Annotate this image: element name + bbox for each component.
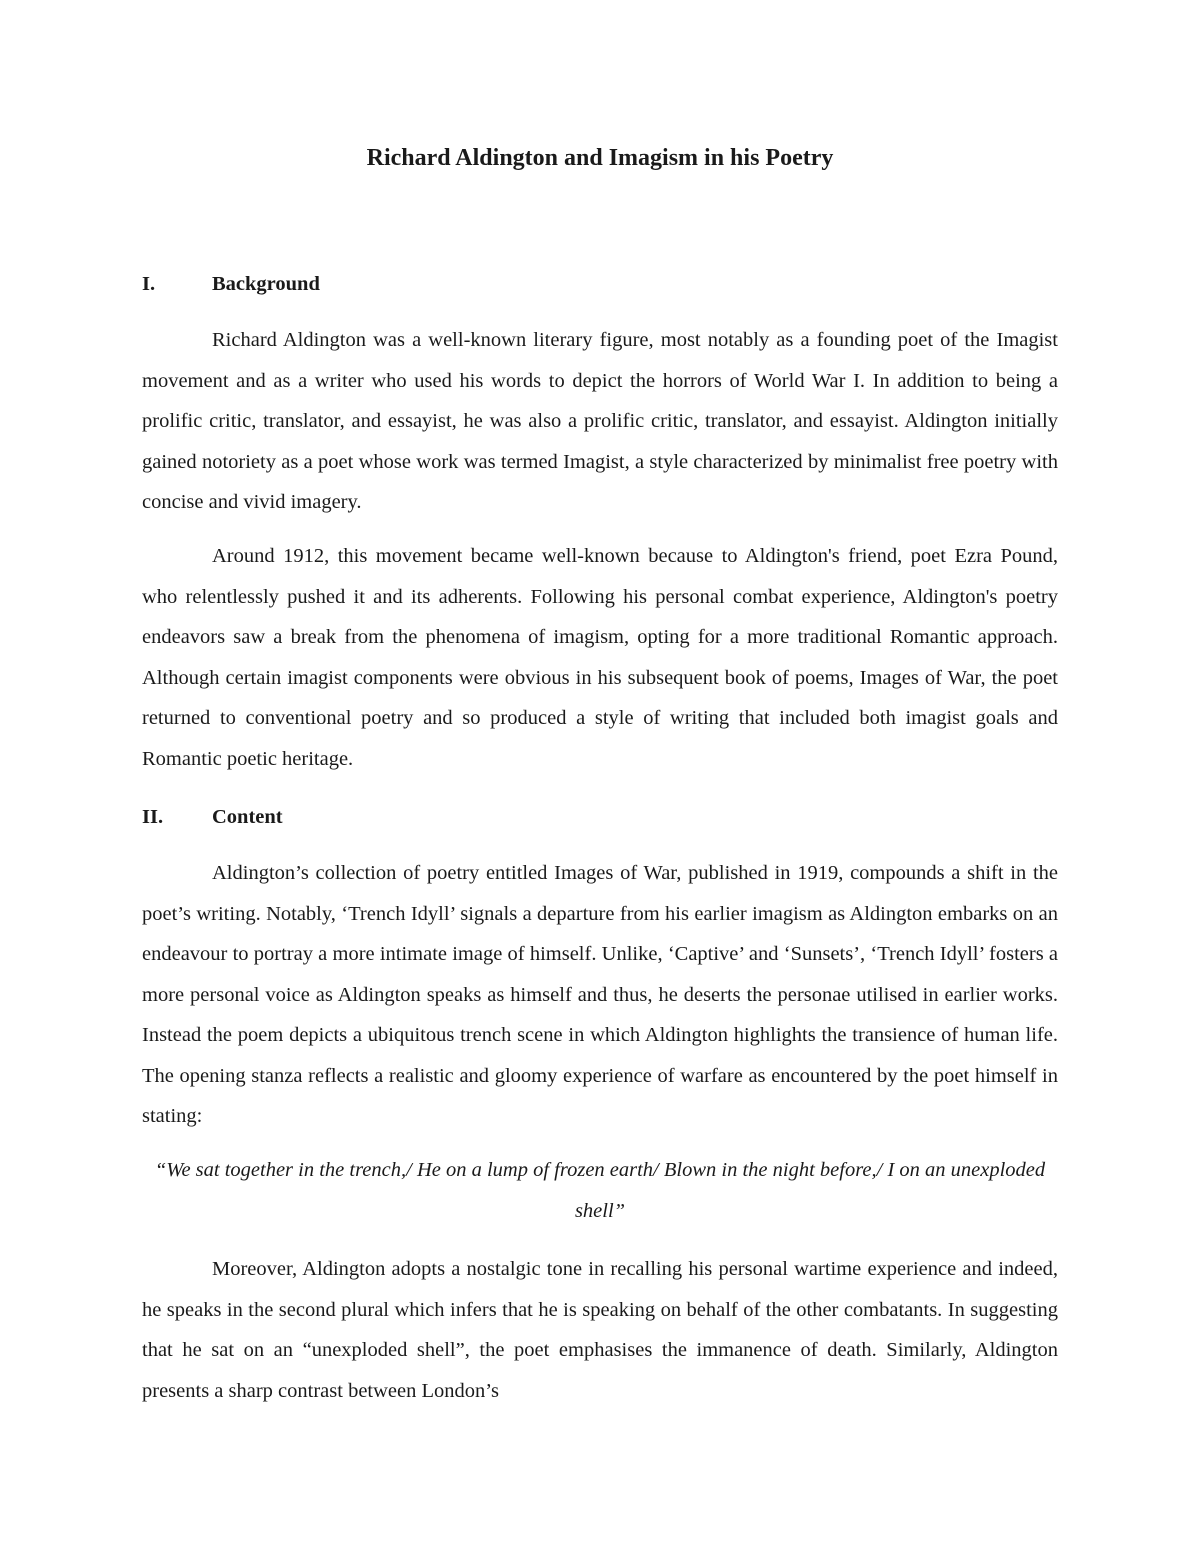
paragraph: Aldington’s collection of poetry entitled Images of War, published in 1919, compounds a shift in the poet’s writing. Notably, ‘Trench Idyll’ signals a departure from his earlier imagism as Aldington embarks on an endeavour to portray a more intimate image of himself. Unlike, ‘Captive’ and ‘Sunsets’, ‘Trench Idyll’ fosters a more personal voice as Aldington speaks as himself and thus, he deserts the personae utilised in earlier works. Instead the poem depicts a ubiquitous trench scene in which Aldington highlights the transience of human life. The opening stanza reflects a realistic and gloomy experience of warfare as encountered by the poet himself in stating: bbox=[142, 862, 1058, 1127]
section-number: II. bbox=[142, 806, 164, 828]
paragraph: Moreover, Aldington adopts a nostalgic tone in recalling his personal wartime experience and indeed, he speaks in the second plural which infers that he is speaking on behalf of the other combatants. In suggesting that he sat on an “unexploded shell”, the poet emphasises the immanence of death. Similarly, Aldington presents a sharp contrast between London’s bbox=[142, 1258, 1058, 1402]
paragraph: Around 1912, this movement became well-known because to Aldington's friend, poet Ezra Pound, who relentlessly pushed it and its adherents. Following his personal combat experience, Aldington's poetry endeavors saw a break from the phenomena of imagism, opting for a more traditional Romantic approach. Although certain imagist components were obvious in his subsequent book of poems, Images of War, the poet returned to conventional poetry and so produced a style of writing that included both imagist goals and Romantic poetic heritage. bbox=[142, 545, 1058, 770]
paragraph: Richard Aldington was a well-known literary figure, most notably as a founding poet of the Imagist movement and as a writer who used his words to depict the horrors of World War I. In addition to being a prolific critic, translator, and essayist, he was also a prolific critic, translator, and essayist. Aldington initially gained notoriety as a poet whose work was termed Imagist, a style characterized by minimalist free poetry with concise and vivid imagery. bbox=[142, 329, 1058, 513]
document-title: Richard Aldington and Imagism in his Poetry bbox=[366, 145, 834, 171]
poem-quote: “We sat together in the trench,/ He on a lump of frozen earth/ Blown in the night before,/ I on an unexploded shell” bbox=[154, 1159, 1046, 1222]
section-heading-content bbox=[142, 797, 1058, 838]
section-heading-background bbox=[142, 264, 1058, 305]
section-heading-text: Content bbox=[212, 806, 283, 828]
section-heading-text: Background bbox=[212, 273, 320, 295]
section-number: I. bbox=[142, 273, 156, 295]
